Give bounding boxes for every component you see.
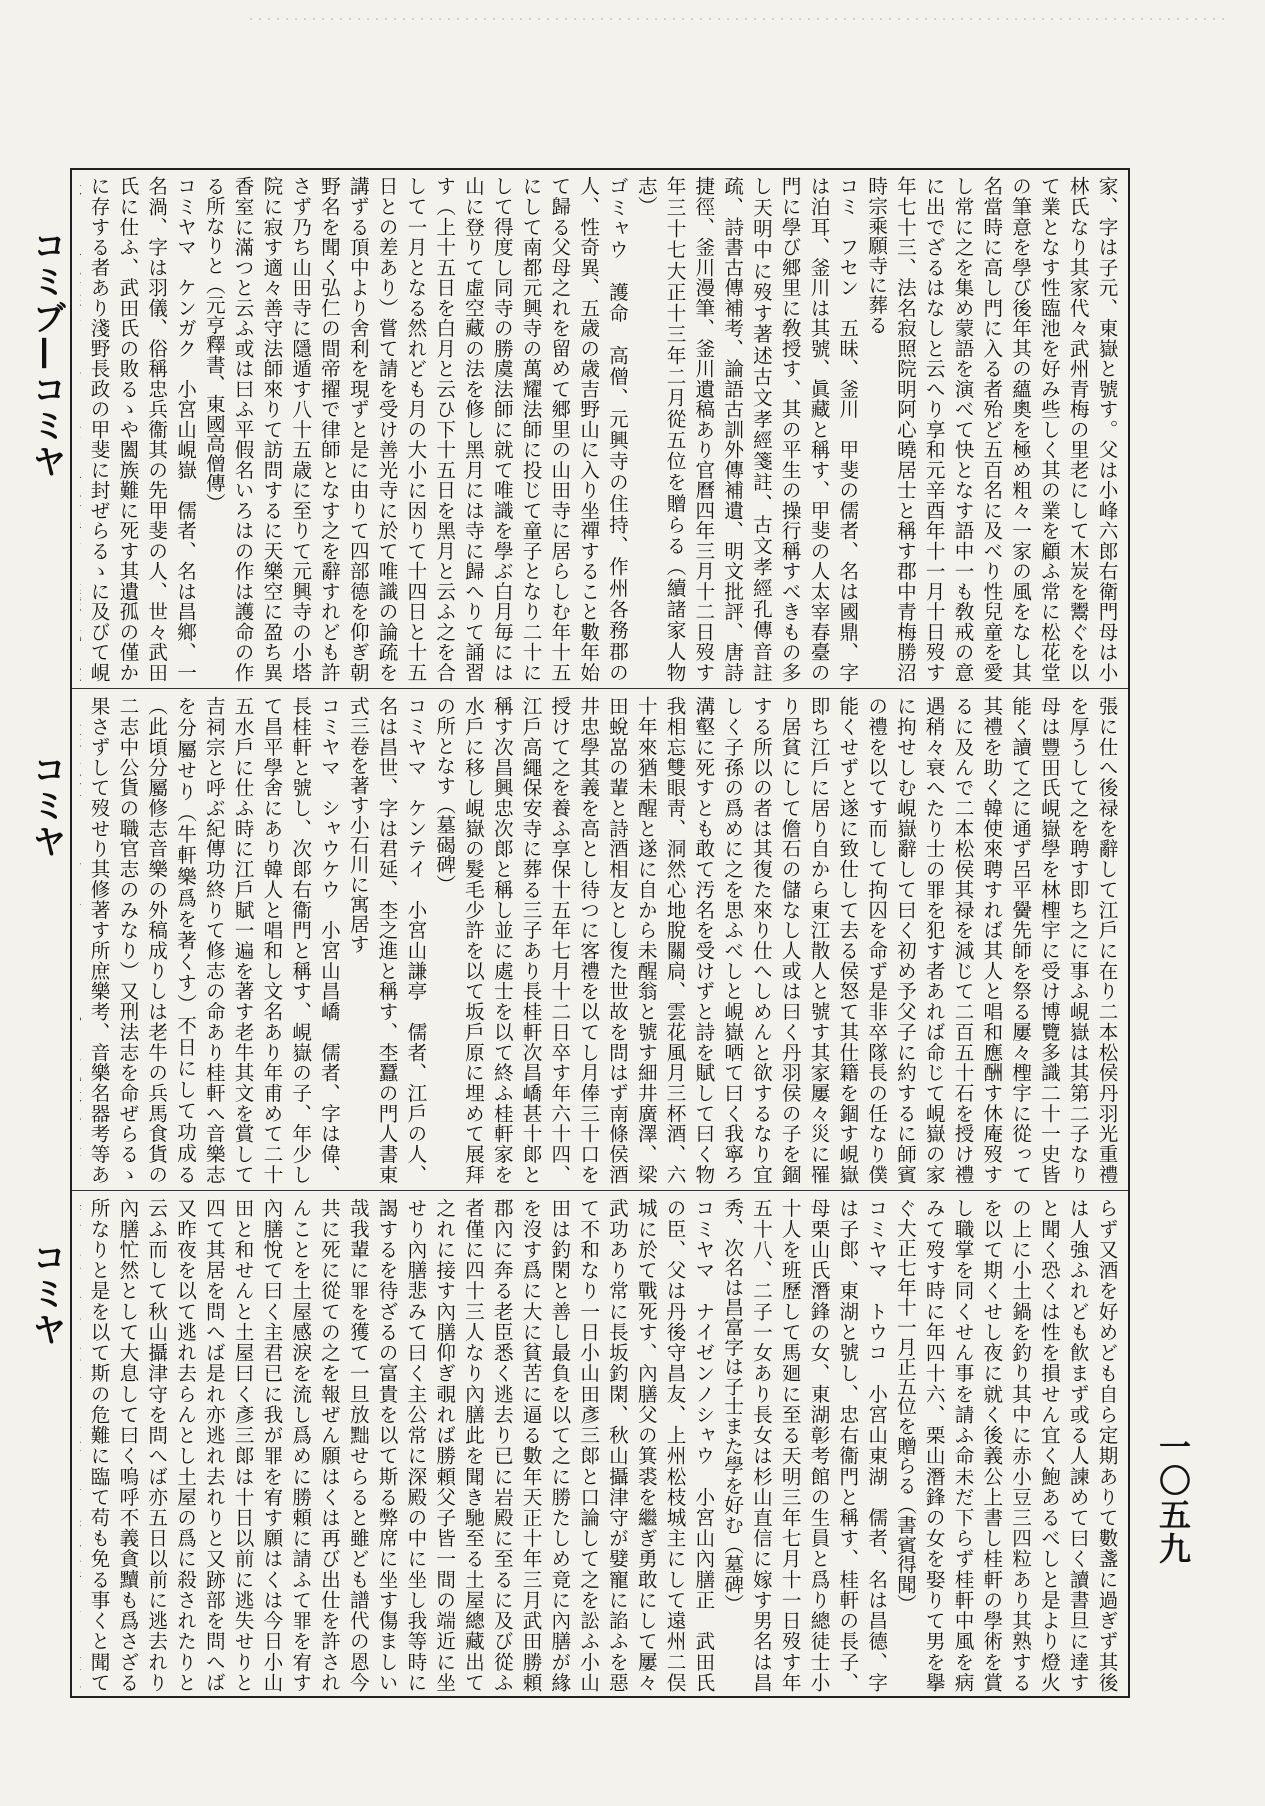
- band-divider-1: [72, 688, 1128, 689]
- band-top-text: 家、字は子元、東嶽と號す。父は小峰六郎右衛門母は小林氏なり其家代々武州青梅の里老にして木炭を鬻ぐを以て業となす性臨池を好み些しく其の業を顧ふ常に松花堂の筆意を學び後年其の蘊奧を極め粗々一家の風をなし其名當時に高し門に入る者殆ど五百名に及べり性兒童を愛し常に之を集め蒙語を演べて快となす語中一も敎戒の意に出でざるはなしと云へり享和元辛酉年十一月十日歿す年七十三、法名寂照院明阿心曉居士と稱す郡中青梅勝沼時宗乘願寺に葬る コミ フセン 五昧、釜川 甲斐の儒者、名は國鼎、字は泊耳、釜川は其號、眞藏と稱す、甲斐の人太宰春臺の門に學び郷里に敎授す、其の平生の操行稱すべきもの多し天明中に歿す著述古文孝經箋註、古文孝經孔傳音註疏、詩書古傳補考、論語古訓外傳補遺、明文批評、唐詩捷徑、釜川漫筆、釜川遺稿あり官曆四年三月十二日歿す年三十七大正十三年二月從五位を贈らる（續諸家人物志） ゴミャウ 護命 高僧、元興寺の住持、作州各務郡の人、性奇異、五歳の歳吉野山に入り坐禪すること數年始て歸る父母之れを留めて郷里の山田寺に居らしむ年十五にして南都元興寺の萬耀法師に投じて童子となり二十にして得度し同寺の勝虞法師に就て唯識を學ぶ白月毎には山に登りて虛空藏の法を修し黑月には寺に歸へりて誦習す（上十五日を白月と云ひ下十五日を黑月と云ふ之を合して一月となる然れども月の大小に因りて十四日と十五日との差あり）嘗て請を受け善光寺に於て唯識の論疏を講ずる頂中より舍利を現ずと是に由りて四部德を仰ぎ朝野名を聞く弘仁の間帝擢で律師となす之を辭すれども許さず乃ち山田寺に隱遁す八十五歳に至りて元興寺の小塔院に寂す適々善守法師來りて訪問するに天樂空に盈ち異香室に滿つと云ふ或は曰ふ平假名いろはの作は護命の作る所なりと（元亨釋書、東國高僧傳） コミヤマ ケンガク 小宮山峴嶽 儒者、名は昌鄉、一名渦、字は羽儀、俗稱忠兵衞其の先甲斐の人、世々武田氏に仕ふ、武田氏の敗るゝや闔族難に死す其遺孤の僅かに存する者あり淺野長政の甲斐に封ぜらるゝに及びて峴: [87, 176, 1118, 682]
- text-band-bottom: [80, 1198, 1120, 1692]
- text-band-top: [80, 176, 1120, 682]
- page-number: 一〇五九: [1154, 1430, 1192, 1566]
- band-bottom-text: らず又酒を好めども自ら定期ありて數盞に過ぎず其後は人強ふれども飮まず或る人諫めて曰く讀書旦に達すと聞く恐くは性を損せん宜く鮑あるべしと是より燈火の上に小土鍋を釣り其中に赤小豆三四粒あり其熟するを以て期くせし夜に就く後義公上書し桂軒の學術を賞し職掌を同くせん事を請ふ命未だ下らず桂軒中風を病みて歿す時に年四十六、栗山潛鋒の女を娶りて男を擧ぐ大正七年十一月正五位を贈らる（書賓得聞） コミヤマ トウコ 小宮山東湖 儒者、名は昌德、字は子郞、東湖と號し、忠右衞門と稱す、桂軒の長子、母栗山氏潛鋒の女、東湖彰考館の生員と爲り總徒士小十人を班歷して馬廻に至る天明三年七月十一日歿す年五十八、二子一女あり長女は杉山直信に嫁す男名は昌秀、次名は昌富字は子士また學を好む（墓碑） コミヤマ ナイゼンノシャウ 小宮山內膳正 武田氏の臣、父は丹後守昌友、上州松枝城主にして遠州二俣城に於て戰死す、內膳父の箕裘を繼ぎ勇敢にして屢々武功あり常に長坂釣閑、秋山攝津守が嬖寵に諂ふを惡て不和なり一日小山田彥三郞と口論して之を訟ふ小山田は釣閑と善し最負を以て之に勝たしめ竟に內膳が緣を沒す爲に大に貧苦に逼る數年天正十年三月武田勝頼郡內に奔る老臣悉く逃去り已に岩殿に至るに及び從ふ者僅に四十三人なり內膳此を聞き馳至る土屋總藏出て之れに接す內膳仰ぎ覗れば勝頼父子皆一間の端近に坐せり內膳悲みて曰く主公常に深殿の中に坐し我等時に謁するを待ざるの富貴を以て斯る弊席に坐す傷ましい哉我輩に罪を獲て一旦放黜せらると雖ども譜代の恩今共に死に從ての之を報ぜん願はくは再び出仕を許されんことを土屋感淚を流し爲めに勝頼に請ふて罪を宥す內膳悅て曰く主君已に我が罪を宥す願はくは今日小山田と和せんと土屋曰く彥三郞は十日以前に逃失せりと四て其居を問へば是れ亦逃れ去れりと又跡部を問へば又昨夜を以て逃れ去らんとし土屋の爲に殺されたりと云ふ而して秋山攝津守を問へば亦五日以前に逃去れり內膳忙然として大息して曰く嗚呼不義貪黷も爲さざる所なりと是を以て斯の危難に臨て苟も免る事くと聞て: [87, 1198, 1118, 1692]
- page-frame: [70, 168, 1130, 1698]
- band-middle-text: 張に仕へ後禄を辭して江戶に在り二本松侯丹羽光重禮を厚うして之を聘す即ち之に事ふ峴嶽は其第二子なり母は豐田氏峴嶽學を林檉宇に受け博覽多識二十一史皆能く讀て之に通ず呂平黌先師を祭る屢々檉宇に從って其禮を助く韓使來聘すれば其人と唱和應酬す休庵歿するに及んで二本松侯其禄を減じて二百五十石を授け禮遇稍々衰へたり士の罪を犯す者あれば命じて峴嶽の家に拘せしむ峴嶽辭して曰く初め予父子に約するに師賓の禮を以てす而して拘囚を命ず是非卒隊長の任なり僕能くせずと遂に致仕して去る侯怒て其仕籍を錮す峴嶽即ち江戶に居り自から東江散人と號す其家屢々災に罹り居貧にして儋石の儲なし人或は曰く丹羽侯の子を錮する所以の者は其復た來り仕へしめんと欲するなり宜しく子孫の爲めに之を思ふべしと峴嶽哂て曰く我寧ろ溝壑に死すとも敢て汚名を受けずと詩を賦して曰く物我相忘雙眼靑、洞然心地脫關扃、雲花風月三杯酒、六十年來猶未醒と遂に自から未醒翁と號す細井廣澤、梁田蛻嵓の輩と詩酒相友とし復た世故を問はず南條侯酒井忠學其義を高とし待つに客禮を以てし月俸三十口を授けて之を養ふ享保十五年七月十二日卒す年六十四、江戶高繩保安寺に葬る三子あり長桂軒次昌嶠甚十郞と稱す次昌興忠次郞と稱し並に處士を以て終ふ桂軒家を水戶に移し峴嶽の髮毛少許を以て坂戶原に埋めて展拜の所となす（墓碣碑） コミヤマ ケンテイ 小宮山謙亭 儒者、江戶の人、名は昌世、字は君延、杢之進と稱す、杢蠶の門人書東式三卷を著す小石川に寓居す コミヤマ シャウケウ 小宮山昌嶠 儒者、字は偉、長桂軒と號し、次郞右衞門と稱す、峴嶽の子、年少して昌平學舍にあり韓人と唱和し文名あり年甫めて二十五水戶に仕ふ時に江戶賦一遍を著す老牛其文を賞して吉祠宗と呼ぶ紀傳功終りて修志の命あり桂軒へ音樂志を分屬せり（牛軒樂爲を著くす）不日にして功成る（此頃分屬修志音樂の外稿成りしは老牛の兵馬食貨の二志中公貨の職官志のみなり）又刑法志を命ぜらるゝ果さずして歿せり其修著す所庶樂考、音樂名器考等あ: [87, 696, 1118, 1184]
- running-head-top: コミブ—コミヤ: [26, 228, 66, 480]
- band-divider-2: [72, 1190, 1128, 1191]
- top-dash-rule: [250, 18, 1230, 20]
- text-band-middle: [80, 696, 1120, 1184]
- running-head-middle: コミヤ: [26, 752, 66, 860]
- running-head-bottom: コミヤ: [26, 1240, 66, 1348]
